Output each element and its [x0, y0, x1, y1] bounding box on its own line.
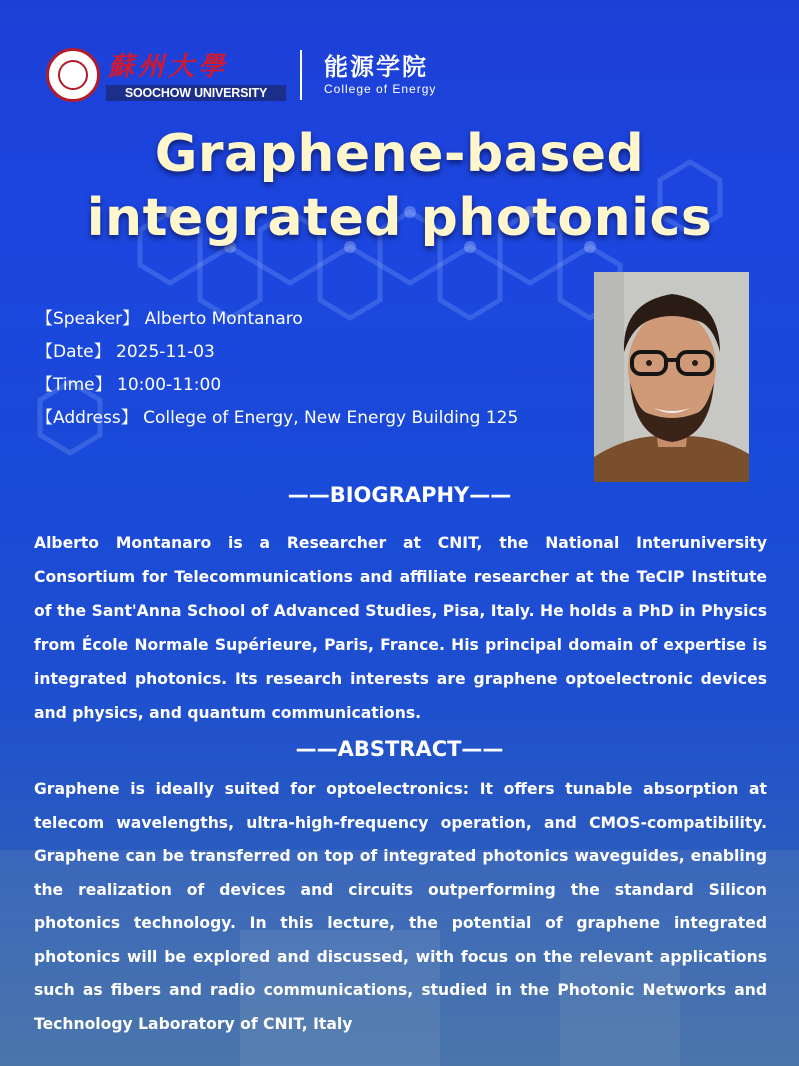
speaker-photo — [594, 272, 749, 482]
address-line — [36, 402, 596, 435]
time-value: 10:00-11:00 — [117, 375, 222, 395]
university-name-en: SOOCHOW UNIVERSITY — [106, 85, 286, 101]
lecture-title — [20, 122, 779, 250]
speaker-line — [36, 303, 596, 336]
speaker-label: 【Speaker】 — [36, 309, 140, 329]
university-name-cn: 蘇州大學 — [108, 52, 229, 82]
biography-text: Alberto Montanaro is a Researcher at CNIT, the National Interuniversity Consortium for Telecommunications and affiliate researcher at the TeCIP Institute of the Sant'Anna School of Advanced Studies, Pisa, Italy. He holds a PhD in Physics from École Normale Supérieure, Paris, France. His principal domain of expertise is integrated photonics. Its research interests are graphene optoelectronic devices and physics, and quantum communications. — [34, 534, 767, 722]
college-name-cn: 能源学院 — [324, 53, 428, 81]
abstract-text: Graphene is ideally suited for optoelectronics: It offers tunable absorption at telecom wavelengths, ultra-high-frequency operation, and CMOS-compatibility. Graphene can be transferred on top of integrated photonics waveguides, enabling the realization of devices and circuits outperforming the standard Silicon photonics technology. In this lecture, the potential of graphene integrated photonics will be explored and discussed, with focus on the relevant applications such as fibers and radio communications, studied in the Photonic Networks and Technology Laboratory of CNIT, Italy — [34, 780, 767, 1033]
time-label: 【Time】 — [36, 375, 112, 395]
university-logo — [46, 48, 286, 104]
college-name-en: College of Energy — [324, 82, 437, 96]
event-info — [36, 303, 596, 435]
biography-heading: ——BIOGRAPHY—— — [287, 483, 512, 507]
time-line — [36, 369, 596, 402]
title-line-1: Graphene-based — [154, 124, 645, 184]
date-label: 【Date】 — [36, 342, 111, 362]
speaker-value: Alberto Montanaro — [144, 309, 303, 329]
university-seal-icon — [46, 48, 100, 102]
address-label: 【Address】 — [36, 408, 138, 428]
college-name — [324, 52, 484, 102]
date-line — [36, 336, 596, 369]
title-line-2: integrated photonics — [86, 188, 713, 248]
abstract-heading: ——ABSTRACT—— — [295, 737, 504, 761]
date-value: 2025-11-03 — [116, 342, 215, 362]
address-value: College of Energy, New Energy Building 125 — [143, 408, 519, 428]
header-divider — [300, 50, 302, 100]
